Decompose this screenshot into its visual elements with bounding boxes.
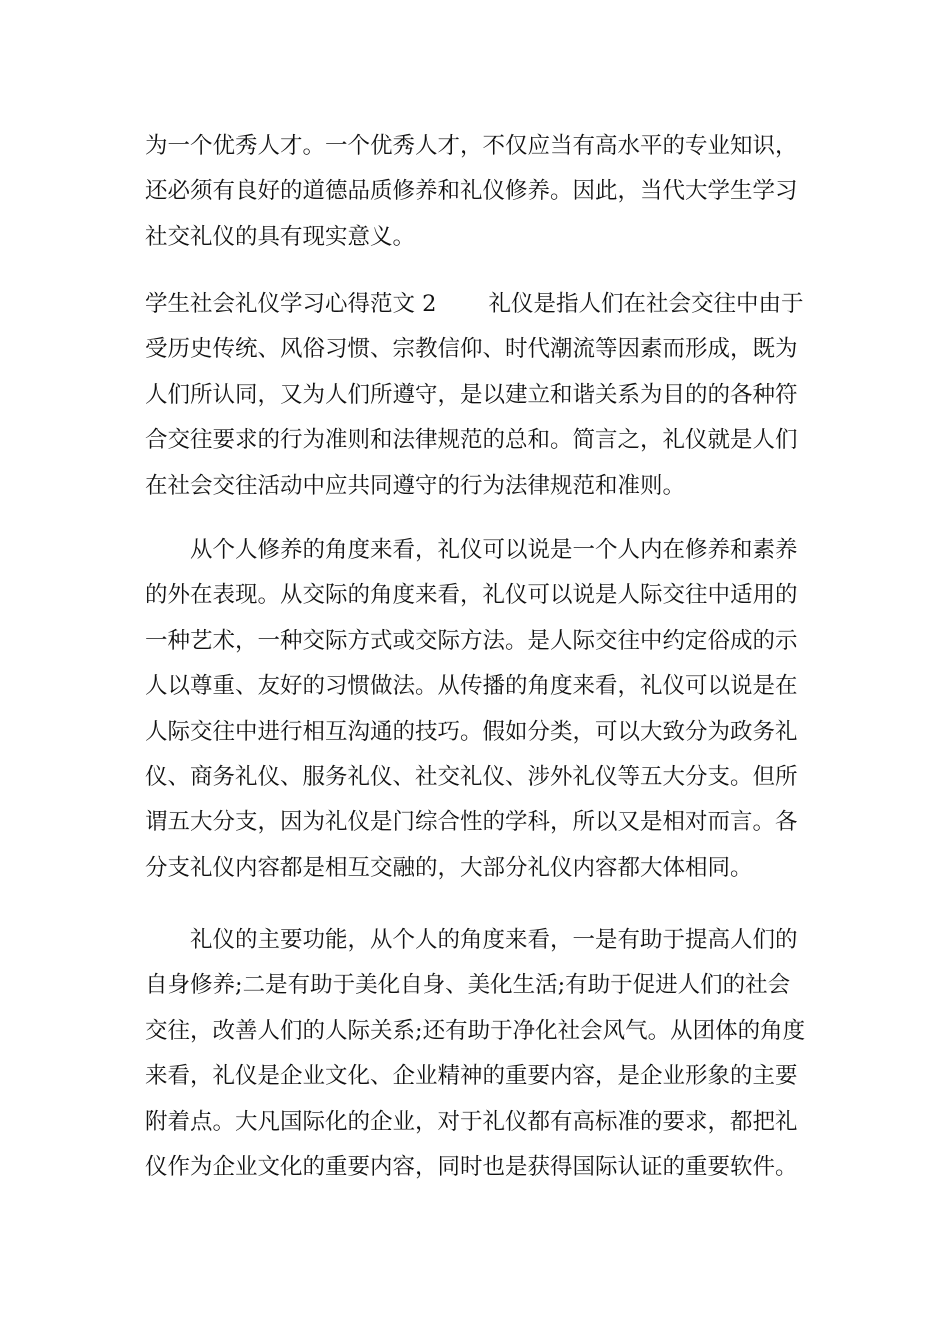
text-line: 自身修养;二是有助于美化自身、美化生活;有助于促进人们的社会: [145, 972, 791, 999]
text-line: 为一个优秀人才。一个优秀人才，不仅应当有高水平的专业知识，: [145, 133, 798, 159]
text-line: 分支礼仪内容都是相互交融的，大部分礼仪内容都大体相同。: [145, 854, 753, 881]
paragraph-personal-cultivation: [145, 528, 805, 891]
text-line: 从个人修养的角度来看，礼仪可以说是一个人内在修养和素养: [145, 537, 798, 563]
text-line: 还必须有良好的道德品质修养和礼仪修养。因此，当代大学生学习: [145, 178, 798, 205]
text-line: 礼仪的主要功能，从个人的角度来看，一是有助于提高人们的: [145, 927, 798, 953]
paragraph-main-functions: [145, 918, 805, 1190]
text-line: 来看，礼仪是企业文化、企业精神的重要内容，是企业形象的主要: [145, 1063, 798, 1090]
paragraph-continuation: [145, 124, 805, 260]
text-line: 仪作为企业文化的重要内容，同时也是获得国际认证的重要软件。: [145, 1153, 798, 1180]
text-line: 仪、商务礼仪、服务礼仪、社交礼仪、涉外礼仪等五大分支。但所: [145, 763, 798, 790]
text-line: 人们所认同，又为人们所遵守，是以建立和谐关系为目的的各种符: [145, 381, 798, 408]
text-line: 人以尊重、友好的习惯做法。从传播的角度来看，礼仪可以说是在: [145, 673, 798, 700]
text-line-rest: 礼仪是指人们在社会交往中由于: [488, 291, 804, 317]
heading-line: [145, 282, 805, 327]
text-line: 交往，改善人们的人际关系;还有助于净化社会风气。从团体的角度: [145, 1017, 806, 1044]
text-line: 的外在表现。从交际的角度来看，礼仪可以说是人际交往中适用的: [145, 582, 798, 609]
text-line: 附着点。大凡国际化的企业，对于礼仪都有高标准的要求，都把礼: [145, 1108, 798, 1135]
text-line: 人际交往中进行相互沟通的技巧。假如分类，可以大致分为政务礼: [145, 718, 798, 745]
text-line: 一种艺术，一种交际方式或交际方法。是人际交往中约定俗成的示: [145, 627, 798, 654]
text-line: 在社会交往活动中应共同遵守的行为法律规范和准则。: [145, 472, 686, 499]
text-line: 社交礼仪的具有现实意义。: [145, 223, 416, 250]
section-heading: 学生社会礼仪学习心得范文 2: [145, 291, 437, 317]
paragraph-section-2: [145, 282, 805, 509]
text-line: 谓五大分支，因为礼仪是门综合性的学科，所以又是相对而言。各: [145, 809, 798, 836]
text-line: 合交往要求的行为准则和法律规范的总和。简言之，礼仪就是人们: [145, 427, 798, 454]
text-line: 受历史传统、风俗习惯、宗教信仰、时代潮流等因素而形成，既为: [145, 336, 798, 363]
